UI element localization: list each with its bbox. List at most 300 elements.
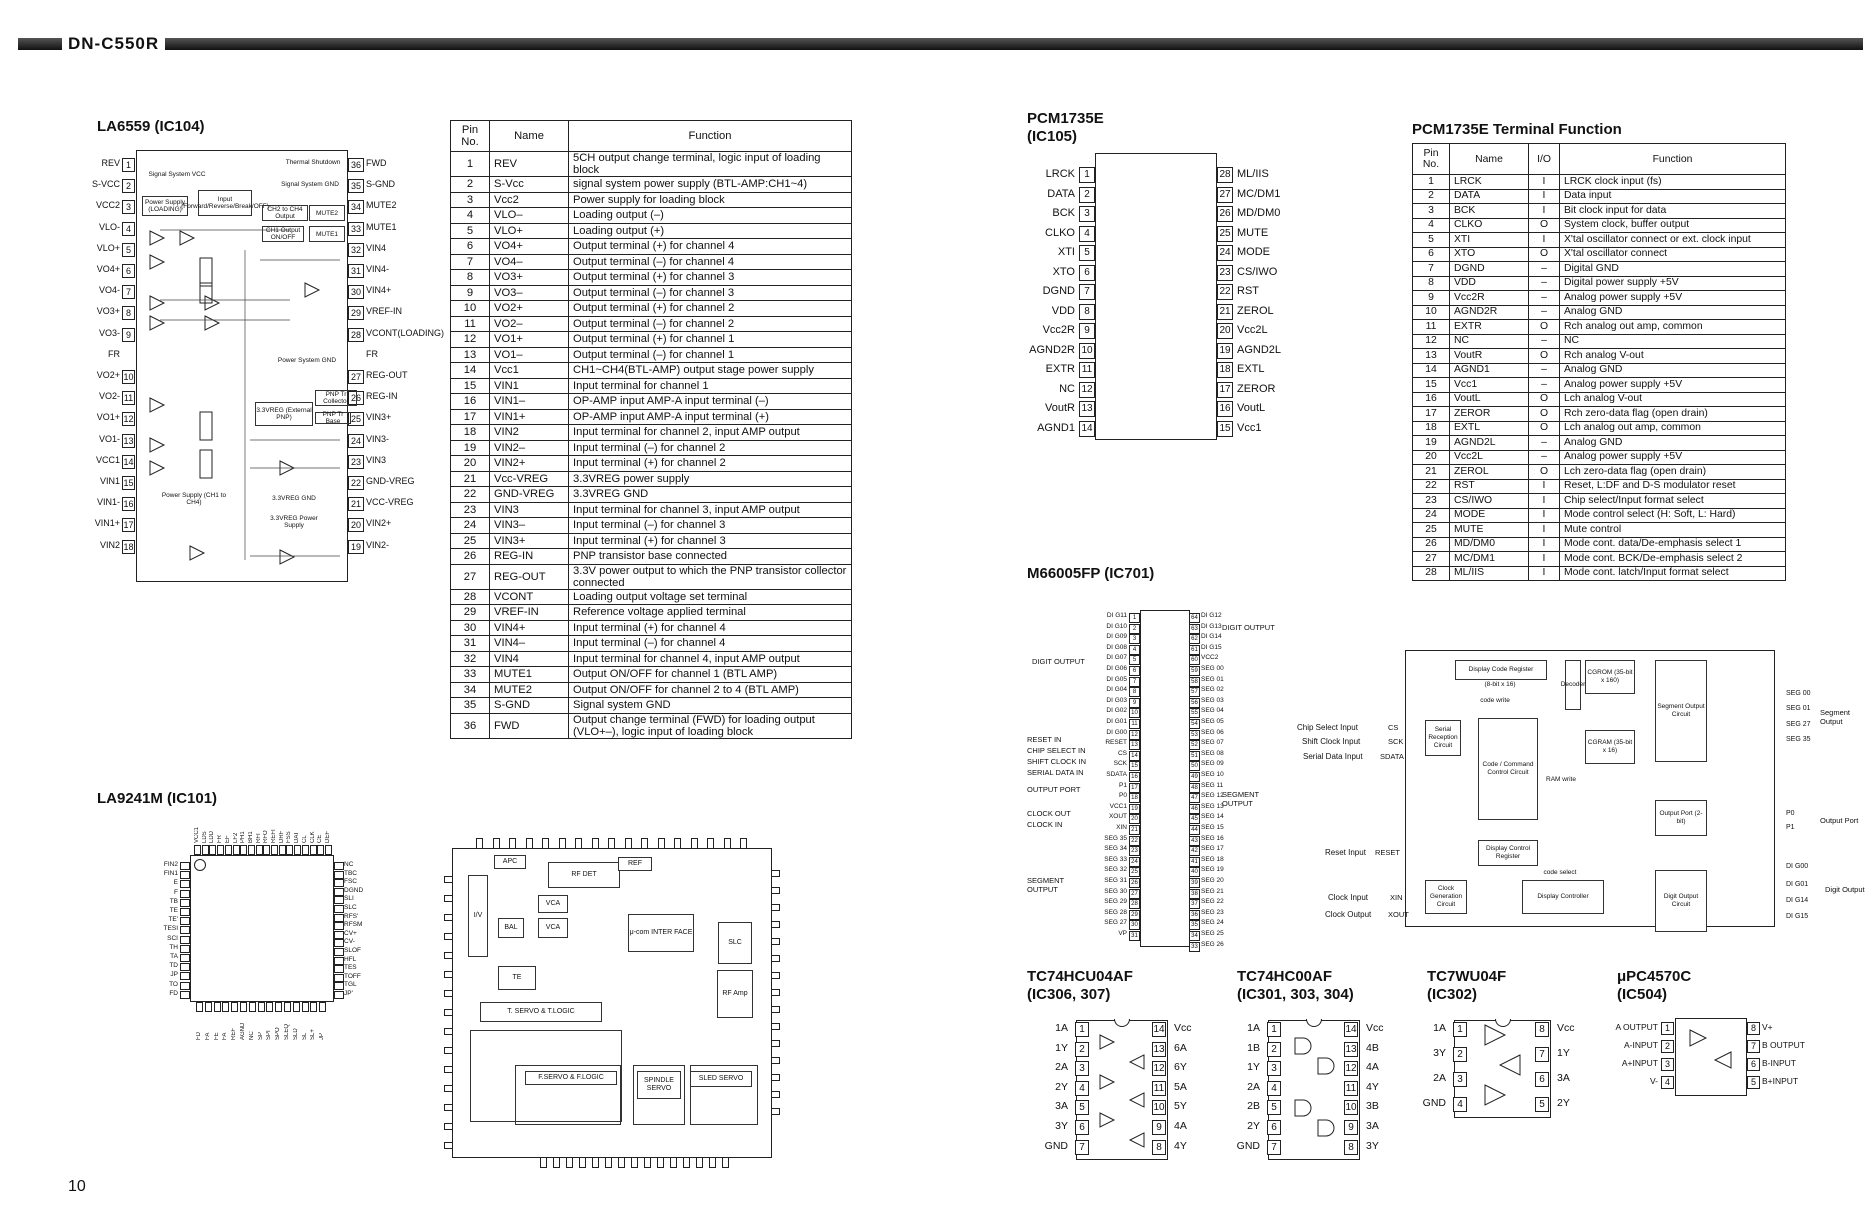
table-cell: 2 <box>1413 189 1450 204</box>
table-header-cell: Pin No. <box>1413 144 1450 175</box>
pin-label: 2B <box>1247 1100 1260 1113</box>
side-label: SEGMENT OUTPUT <box>1222 790 1259 808</box>
pin-number: 35 <box>1189 920 1200 930</box>
table-cell: Rch analog V-out <box>1560 349 1786 364</box>
inverter-icon <box>1100 1075 1114 1089</box>
block-label: 3.3VREG Power Supply <box>270 515 318 529</box>
pin-label: FR <box>108 348 120 359</box>
table-cell: 16 <box>451 394 490 410</box>
table-cell: 7 <box>451 254 490 270</box>
pin-label: VP <box>1118 930 1127 937</box>
table-cell: – <box>1529 363 1560 378</box>
pin-number: 15 <box>1217 421 1233 437</box>
table-cell: 3.3V power output to which the PNP transistor collector connected <box>569 564 852 589</box>
pin-label: DI G04 <box>1106 686 1127 694</box>
table-cell: VIN3– <box>490 518 569 534</box>
pin-number: 54 <box>1189 719 1200 729</box>
table-cell: 3 <box>1413 204 1450 219</box>
table-header-cell: Function <box>1560 144 1786 175</box>
pin-label: FA <box>222 1032 229 1040</box>
pin-number: 6 <box>1747 1058 1760 1071</box>
side-label: OUTPUT PORT <box>1027 785 1081 794</box>
pin-label: MUTE2 <box>366 200 397 211</box>
table-cell: Analog power supply +5V <box>1560 291 1786 306</box>
pin-label: XTO <box>1052 265 1075 278</box>
pin-number: 1 <box>1453 1022 1467 1037</box>
pin-label: SEG 21 <box>1201 887 1224 895</box>
pin-number: 31 <box>348 264 364 278</box>
pin-label: SEG 31 <box>1104 877 1127 884</box>
pin-number: 7 <box>1079 284 1095 300</box>
nand-gate-icon <box>1295 1100 1311 1116</box>
pin-label: ZEROL <box>1237 304 1274 317</box>
table-cell: Rch zero-data flag (open drain) <box>1560 407 1786 422</box>
pin-label: BCK <box>1052 207 1075 219</box>
table-cell: 19 <box>1413 436 1450 451</box>
table-cell: 21 <box>1413 465 1450 480</box>
pin-number: 30 <box>1129 920 1140 930</box>
pin-number: 6 <box>1075 1120 1089 1135</box>
output-label: Segment Output <box>1820 708 1851 726</box>
pin-label: F <box>174 888 178 896</box>
pin-number: 15 <box>123 478 134 488</box>
table-cell: VREF-IN <box>490 605 569 621</box>
pin-number: 30 <box>348 285 364 299</box>
pin-number: 25 <box>1129 867 1140 877</box>
pin-number: 12 <box>1153 1063 1165 1075</box>
pin-number: 4 <box>1079 226 1095 242</box>
pin-number: 56 <box>1189 698 1200 708</box>
table-cell: 36 <box>451 713 490 738</box>
pin-label: MUTE1 <box>366 221 397 232</box>
table-cell: Digital GND <box>1560 262 1786 277</box>
pin-label: VIN2+ <box>366 518 392 529</box>
pin-label: TA <box>170 953 178 960</box>
block-label: Power System GND <box>277 357 337 364</box>
pin-label: SEG 11 <box>1201 781 1224 789</box>
table-cell: VO3– <box>490 285 569 301</box>
pin-label: SEG 08 <box>1201 749 1224 757</box>
table-cell: VO2+ <box>490 301 569 317</box>
block-label: I/V <box>468 875 488 957</box>
pin-label: JP <box>319 1032 326 1040</box>
table-cell: CH1~CH4(BTL-AMP) output stage power supply <box>569 363 852 379</box>
pin-label: REG-OUT <box>366 370 408 380</box>
table-cell: Mode cont. latch/Input format select <box>1560 566 1786 581</box>
table-cell: AGND1 <box>1450 363 1529 378</box>
pin-label: VIN4 <box>366 242 387 253</box>
tc74hcu04-subtitle: (IC306, 307) <box>1027 986 1111 1003</box>
table-cell: Output terminal (–) for channel 3 <box>569 285 852 301</box>
table-cell: I <box>1529 566 1560 581</box>
pin-label: SLD <box>292 1028 299 1040</box>
pin-number: 59 <box>1189 666 1200 676</box>
pin-number: 2 <box>1075 1042 1089 1057</box>
pin-number: 3 <box>1453 1072 1467 1087</box>
pin-number: 13 <box>1129 740 1140 750</box>
pin-label: DI G12 <box>1201 612 1222 619</box>
pin-label: VO3- <box>98 327 120 338</box>
pin-label: CV+ <box>344 929 357 937</box>
pin-label: VIN2 <box>99 539 120 550</box>
table-cell: 31 <box>451 636 490 652</box>
pin-number: 3 <box>1129 634 1140 644</box>
pin-label: VoutR <box>1045 402 1075 414</box>
table-cell: 33 <box>451 667 490 683</box>
table-cell: 14 <box>1413 363 1450 378</box>
pin-number: 4 <box>1075 1081 1089 1096</box>
block-label: VCA <box>538 895 568 913</box>
pin-label: B+INPUT <box>1762 1076 1799 1086</box>
pin-number: 6 <box>1129 666 1140 676</box>
table-cell: Vcc2R <box>1450 291 1529 306</box>
table-cell: VIN3+ <box>490 533 569 549</box>
table-cell: O <box>1529 349 1560 364</box>
pin-number: 58 <box>1189 677 1200 687</box>
output-pin: SEG 00 <box>1786 690 1811 697</box>
pin-label: AGND2L <box>1237 343 1282 356</box>
block-label: Display Code Register <box>1455 660 1547 680</box>
table-cell: VO4+ <box>490 239 569 255</box>
block-label: VCA <box>538 918 568 938</box>
pin-label: SEG 28 <box>1104 908 1127 916</box>
block-label: Power Supply (CH1 to CH4) <box>161 492 227 506</box>
table-cell: 34 <box>451 682 490 698</box>
pin-label: MODE <box>1237 246 1270 258</box>
table-cell: Lch analog V-out <box>1560 392 1786 407</box>
table-cell: OP-AMP input AMP-A input terminal (–) <box>569 394 852 410</box>
pin-number: 12 <box>1129 730 1140 740</box>
pin-number: 19 <box>1217 343 1233 359</box>
pin-label: RFSM <box>344 921 363 929</box>
block-label: T. SERVO & T.LOGIC <box>480 1002 602 1022</box>
pin-label: SEG 27 <box>1104 919 1127 927</box>
block-label: SLED SERVO <box>690 1071 752 1087</box>
pin-label: Vcc <box>1174 1022 1192 1034</box>
pin-number: 10 <box>1345 1102 1357 1114</box>
pin-number: 63 <box>1189 624 1200 634</box>
pin-label: FWD <box>366 158 387 168</box>
table-cell: VO3+ <box>490 270 569 286</box>
table-cell: LRCK clock input (fs) <box>1560 175 1786 190</box>
table-cell: 8 <box>451 270 490 286</box>
table-cell: VIN2 <box>490 425 569 441</box>
input-pin: XOUT <box>1388 910 1409 919</box>
table-cell: O <box>1529 421 1560 436</box>
block-label: 3.3VREG (External PNP) <box>255 402 313 426</box>
pin-label: DI G14 <box>1201 633 1222 641</box>
pin-label: GND <box>1422 1097 1446 1109</box>
table-cell: Analog GND <box>1560 305 1786 320</box>
pin-label: DI G02 <box>1106 707 1127 715</box>
pin-number: 6 <box>1267 1120 1281 1135</box>
pin-label: LRCK <box>1045 168 1075 180</box>
pin-label: 4Y <box>1174 1139 1187 1152</box>
block-label: Clock Generation Circuit <box>1425 880 1467 914</box>
pin-number: 49 <box>1189 772 1200 782</box>
pin-label: DI G10 <box>1106 622 1127 630</box>
pin-number: 33 <box>348 222 364 236</box>
table-cell: MUTE1 <box>490 667 569 683</box>
table-cell: REG-OUT <box>490 564 569 589</box>
pin-label: AGND <box>240 1022 246 1040</box>
table-cell: 27 <box>1413 552 1450 567</box>
pin-label: SEG 29 <box>1104 898 1127 906</box>
pin-label: SEG 09 <box>1201 760 1224 768</box>
pin-number: 12 <box>123 414 134 425</box>
pin-number: 4 <box>1453 1097 1467 1112</box>
pin-number: 10 <box>1129 708 1140 718</box>
block-label: F.SERVO & F.LOGIC <box>525 1071 617 1085</box>
pin-number: 17 <box>1217 382 1233 398</box>
inverter-icon <box>1130 1133 1144 1147</box>
pin-label: 2A <box>1247 1080 1260 1093</box>
table-cell: – <box>1529 450 1560 465</box>
pin-number: 25 <box>348 412 364 426</box>
table-cell: 25 <box>1413 523 1450 538</box>
table-cell: Vcc-VREG <box>490 471 569 487</box>
block-label: μ-com INTER FACE <box>628 914 694 952</box>
table-cell: Input terminal (+) for channel 3 <box>569 533 852 549</box>
pin-number: 1 <box>1079 167 1095 183</box>
pin-label: SEG 35 <box>1104 834 1127 842</box>
pin-label: 3A <box>1055 1100 1068 1113</box>
table-cell: 25 <box>451 533 490 549</box>
pin-number: 64 <box>1189 613 1200 623</box>
pin-number: 11 <box>1129 719 1140 729</box>
output-pin: SEG 35 <box>1786 736 1811 743</box>
pin-label: SLEQ <box>284 1023 290 1040</box>
pin-label: VCC1 <box>194 826 200 843</box>
table-cell: Reset, L:DF and D-S modulator reset <box>1560 479 1786 494</box>
pin-number: 5 <box>1747 1076 1760 1089</box>
table-cell: Mode control select (H: Soft, L: Hard) <box>1560 508 1786 523</box>
table-cell: XTI <box>1450 233 1529 248</box>
pin-label: DI G03 <box>1106 696 1127 704</box>
table-cell: 12 <box>451 332 490 348</box>
table-cell: 24 <box>451 518 490 534</box>
inverter-icon <box>1100 1113 1114 1127</box>
pin-number: 20 <box>1129 814 1140 824</box>
block-label: CH1 Output ON/OFF <box>262 226 304 242</box>
table-cell: VoutR <box>1450 349 1529 364</box>
nand-gate-icon <box>1295 1038 1311 1054</box>
table-cell: 20 <box>451 456 490 472</box>
pin-label: TH <box>169 943 178 951</box>
table-cell: Analog GND <box>1560 436 1786 451</box>
pin-label: FSS <box>286 831 293 843</box>
pin-label: B OUTPUT <box>1762 1040 1805 1050</box>
pin-number: 2 <box>122 179 135 193</box>
block-label: Thermal Shutdown <box>285 158 341 166</box>
table-cell: Bit clock input for data <box>1560 204 1786 219</box>
table-cell: 23 <box>1413 494 1450 509</box>
pin-label: SEG 07 <box>1201 739 1224 747</box>
pin-number: 36 <box>1189 910 1200 920</box>
pin-number: 31 <box>1129 931 1140 941</box>
table-cell: 29 <box>451 605 490 621</box>
pin-label: VIN1- <box>96 497 120 508</box>
pin-label: VO2- <box>98 391 120 402</box>
pin-number: 2 <box>1129 624 1140 634</box>
output-label: Digit Output <box>1825 885 1865 894</box>
pin-label: TD <box>169 962 178 970</box>
table-cell: VDD <box>1450 276 1529 291</box>
pcm1735e-title: PCM1735E <box>1027 110 1104 127</box>
pin-number: 2 <box>1453 1047 1467 1062</box>
pin-label: CS <box>1117 749 1127 757</box>
table-cell: Lch analog out amp, common <box>1560 421 1786 436</box>
table-cell: 15 <box>1413 378 1450 393</box>
inverter-icon <box>1500 1055 1520 1075</box>
pin-label: GND <box>1236 1139 1260 1152</box>
pin-label: 4B <box>1366 1041 1379 1054</box>
table-cell: VCONT <box>490 589 569 605</box>
table-cell: 10 <box>1413 305 1450 320</box>
table-cell: Output terminal (+) for channel 4 <box>569 239 852 255</box>
table-cell: REV <box>490 152 569 177</box>
pin-number: 11 <box>1079 362 1095 378</box>
pin-label: VDD <box>1051 304 1075 317</box>
table-cell: BCK <box>1450 204 1529 219</box>
table-cell: Vcc2L <box>1450 450 1529 465</box>
pin-label: SEG 00 <box>1201 665 1224 672</box>
pin-label: FD <box>196 1032 202 1040</box>
output-pin: DI G15 <box>1786 913 1809 920</box>
inverter-icon <box>1485 1025 1505 1045</box>
table-cell: Output terminal (+) for channel 2 <box>569 301 852 317</box>
pin-label: RFS' <box>344 912 359 920</box>
pin-label: 3B <box>1366 1100 1379 1113</box>
pcm1735e-subtitle: (IC105) <box>1027 128 1078 145</box>
pin-label: MD/DM0 <box>1237 207 1281 219</box>
table-cell: X'tal oscillator connect or ext. clock input <box>1560 233 1786 248</box>
pin-label: SEG 26 <box>1201 940 1224 948</box>
pin-number: 7 <box>122 285 135 299</box>
pin-label: P0 <box>1119 792 1127 800</box>
block-label: RF DET <box>548 862 620 888</box>
table-cell: MUTE2 <box>490 682 569 698</box>
table-cell: 18 <box>1413 421 1450 436</box>
table-header-cell: I/O <box>1529 144 1560 175</box>
table-cell: Output ON/OFF for channel 2 to 4 (BTL AMP) <box>569 682 852 698</box>
pin-number: 18 <box>123 541 134 552</box>
pin-label: DI G06 <box>1106 665 1127 672</box>
model-title: DN-C550R <box>62 34 165 54</box>
pin-label: PH1 <box>240 831 247 843</box>
nand-gate-icon <box>1318 1058 1334 1074</box>
pin-label: JP <box>170 971 178 979</box>
pin-label: A-INPUT <box>1624 1040 1658 1050</box>
table-cell: VoutL <box>1450 392 1529 407</box>
pin-label: VCONT(LOADING) <box>366 327 445 338</box>
block-label: PNP Tr Base <box>315 412 351 424</box>
table-cell: VIN2– <box>490 440 569 456</box>
pin-label: GND-VREG <box>366 476 415 486</box>
pin-label: 2A <box>1055 1061 1068 1074</box>
pin-label: A OUTPUT <box>1615 1022 1658 1032</box>
pin-label: VIN4- <box>366 264 390 274</box>
table-cell: EXTR <box>1450 320 1529 335</box>
pin-label: VCC2 <box>95 200 120 211</box>
table-cell: Output terminal (–) for channel 2 <box>569 316 852 332</box>
tc74hc00-title: TC74HC00AF <box>1237 968 1333 985</box>
table-cell: ZEROR <box>1450 407 1529 422</box>
table-cell: I <box>1529 204 1560 219</box>
pin-number: 3 <box>1079 206 1095 222</box>
side-label: DIGIT OUTPUT <box>1032 657 1085 666</box>
table-cell: Vcc1 <box>490 363 569 379</box>
table-cell: Signal system GND <box>569 698 852 714</box>
table-cell: 28 <box>1413 566 1450 581</box>
output-pin: SEG 01 <box>1786 705 1811 712</box>
pin-number: 5 <box>1267 1100 1281 1115</box>
table-header-cell: Pin No. <box>451 121 490 152</box>
table-cell: 6 <box>451 239 490 255</box>
pin-number: 27 <box>1129 889 1140 899</box>
block-label: APC <box>494 855 526 869</box>
pin-label: MUTE <box>1237 226 1269 239</box>
table-cell: 10 <box>451 301 490 317</box>
table-cell: PNP transistor base connected <box>569 549 852 565</box>
pin-label: SEG 03 <box>1201 696 1224 704</box>
pin-label: 1Y <box>1557 1047 1570 1059</box>
table-cell: 5CH output change terminal, logic input of loading block <box>569 152 852 177</box>
table-cell: NC <box>1560 334 1786 349</box>
pin-number: 25 <box>1217 226 1233 242</box>
table-cell: VO2– <box>490 316 569 332</box>
table-cell: CLKO <box>1450 218 1529 233</box>
pin-label: 3Y <box>1366 1139 1379 1152</box>
pin-label: TOFF <box>344 972 361 980</box>
pin-number: 26 <box>1129 878 1140 888</box>
block-label: Signal System GND <box>281 181 339 188</box>
pin-number: 1 <box>1661 1022 1674 1035</box>
pin-label: VIN3 <box>366 454 387 465</box>
pin-label: 3Y <box>1055 1120 1068 1132</box>
table-cell: O <box>1529 247 1560 262</box>
pin-label: VO1- <box>98 433 120 444</box>
pin-label: REFI <box>271 829 277 843</box>
table-cell: O <box>1529 407 1560 422</box>
page-number: 10 <box>68 1178 86 1195</box>
block-label: Power Supply (LOADING) <box>142 196 188 216</box>
pin-label: FIN1 <box>163 870 178 878</box>
pin-label: VO3+ <box>96 306 120 317</box>
table-cell: Chip select/Input format select <box>1560 494 1786 509</box>
pin-label: DEF <box>324 831 331 843</box>
table-cell: VIN2+ <box>490 456 569 472</box>
pin-label: S-VCC <box>91 179 120 190</box>
pin-label: BH1 <box>247 831 254 843</box>
table-cell: 4 <box>1413 218 1450 233</box>
table-cell: 8 <box>1413 276 1450 291</box>
pin-label: SEG 06 <box>1201 728 1224 736</box>
pin-number: 11 <box>1345 1082 1357 1094</box>
pin-number: 23 <box>348 455 364 469</box>
pin-number: 3 <box>1661 1058 1674 1071</box>
tc74hc00-subtitle: (IC301, 303, 304) <box>1237 986 1354 1003</box>
table-cell: Input terminal for channel 2, input AMP output <box>569 425 852 441</box>
pin-number: 5 <box>1129 655 1140 665</box>
pin-number: 55 <box>1189 708 1200 718</box>
tc7wu04-title: TC7WU04F <box>1427 968 1507 985</box>
pin-label: 2Y <box>1247 1120 1260 1132</box>
table-cell: 3.3VREG GND <box>569 487 852 503</box>
block-label: Decoder <box>1565 660 1581 710</box>
table-cell: ZEROL <box>1450 465 1529 480</box>
table-cell: Output ON/OFF for channel 1 (BTL AMP) <box>569 667 852 683</box>
